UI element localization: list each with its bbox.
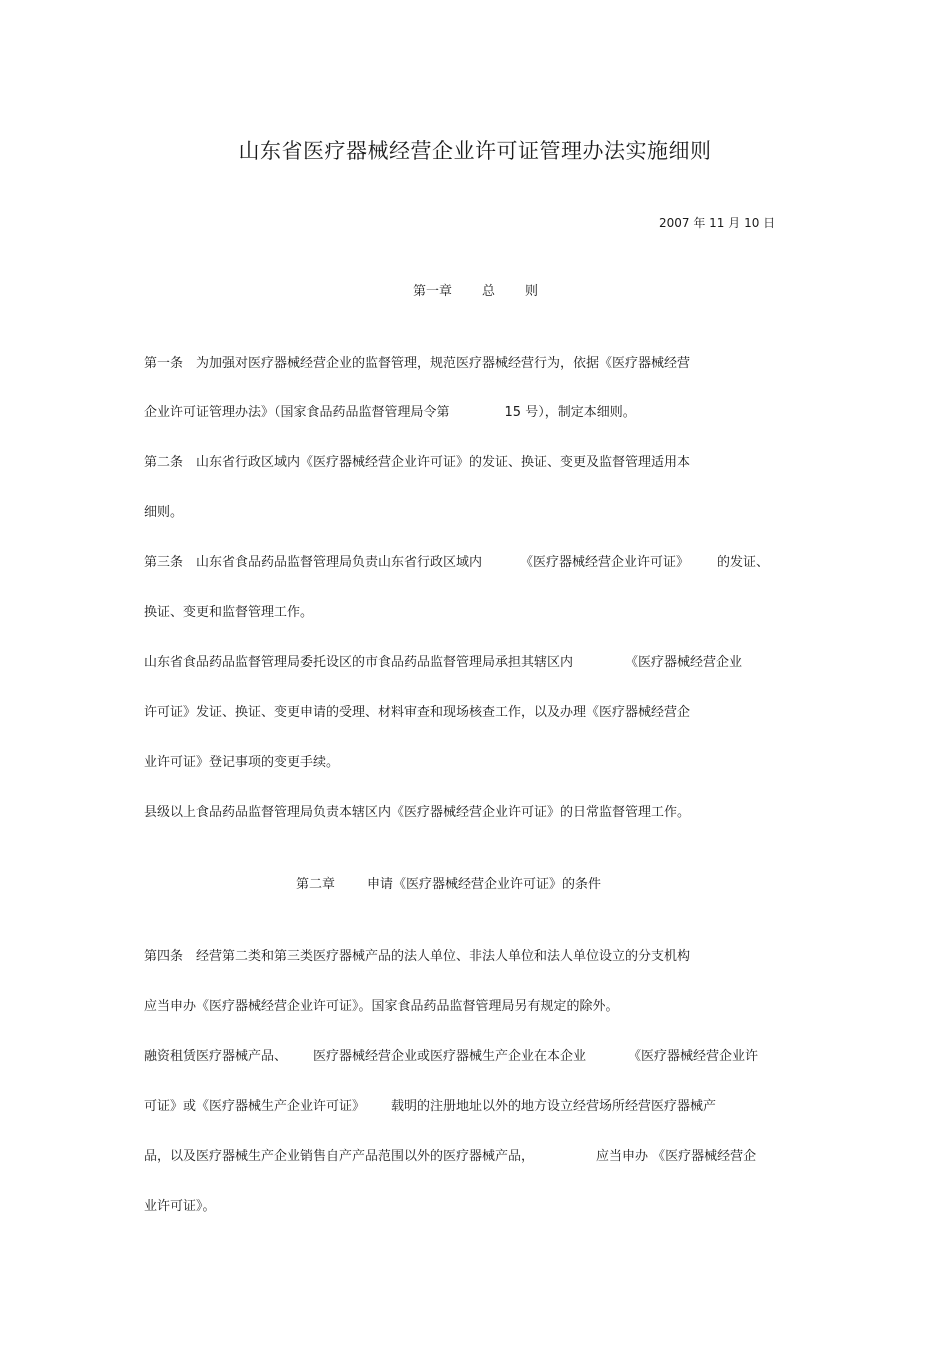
article-3-paragraph-2-line-1 xyxy=(144,653,742,673)
article-1-line-2 xyxy=(144,403,636,423)
article-4-paragraph-2-line-2 xyxy=(144,1097,716,1117)
article-4-paragraph-2-line-1-part-b: 医疗器械经营企业或医疗器械生产企业在本企业 xyxy=(313,1049,587,1064)
article-4-line-1: 第四条 经营第二类和第三类医疗器械产品的法人单位、非法人单位和法人单位设立的分支机构 xyxy=(144,949,691,964)
chapter-2-heading xyxy=(296,875,601,895)
chapter-1-name-part-b: 则 xyxy=(525,284,539,299)
article-4-paragraph-2-line-4: 业许可证》。 xyxy=(144,1199,216,1214)
article-4-paragraph-2-line-1-part-c: 《医疗器械经营企业许 xyxy=(628,1049,759,1064)
article-3-line-1-part-b: 《医疗器械经营企业许可证》 xyxy=(520,555,690,570)
article-1-line-2-part-a: 企业许可证管理办法》（国家食品药品监督管理局令第 xyxy=(144,405,450,420)
article-4-paragraph-2-line-2-part-b: 载明的注册地址以外的地方设立经营场所经营医疗器械产 xyxy=(391,1099,717,1114)
article-4-paragraph-2-line-1-part-a: 融资租赁医疗器械产品、 xyxy=(144,1049,288,1064)
chapter-2-number: 第二章 xyxy=(296,877,336,892)
article-3-line-1-part-c: 的发证、 xyxy=(717,555,770,570)
article-4-paragraph-2-line-3-part-a: 品，以及医疗器械生产企业销售自产产品范围以外的医疗器械产品， xyxy=(144,1149,535,1164)
chapter-1-heading xyxy=(413,282,538,302)
chapter-1-name-part-a: 总 xyxy=(482,284,496,299)
article-3-paragraph-2-line-3: 业许可证》登记事项的变更手续。 xyxy=(144,755,340,770)
article-4-paragraph-2-line-1 xyxy=(144,1047,758,1067)
article-2-line-2: 细则。 xyxy=(144,505,184,520)
article-1-line-2-part-b: 15 号），制定本细则。 xyxy=(504,405,636,420)
article-3-line-1-part-a: 第三条 山东省食品药品监督管理局负责山东省行政区域内 xyxy=(144,555,483,570)
article-1-line-1: 第一条 为加强对医疗器械经营企业的监督管理，规范医疗器械经营行为，依据《医疗器械经营 xyxy=(144,356,691,371)
document-date: 2007 年 11 月 10 日 xyxy=(659,216,776,230)
article-4-paragraph-2-line-3 xyxy=(144,1147,756,1167)
article-3-line-2: 换证、变更和监督管理工作。 xyxy=(144,605,314,620)
article-4-paragraph-2-line-3-part-b: 应当申办 《医疗器械经营企 xyxy=(596,1149,757,1164)
chapter-2-name: 申请《医疗器械经营企业许可证》的条件 xyxy=(367,877,602,892)
article-3-paragraph-2-line-1-part-a: 山东省食品药品监督管理局委托设区的市食品药品监督管理局承担其辖区内 xyxy=(144,655,574,670)
article-4-line-2: 应当申办《医疗器械经营企业许可证》。国家食品药品监督管理局另有规定的除外。 xyxy=(144,999,619,1014)
document-title: 山东省医疗器械经营企业许可证管理办法实施细则 xyxy=(238,139,712,163)
chapter-1-number: 第一章 xyxy=(413,284,453,299)
article-3-line-1 xyxy=(144,553,769,573)
article-3-paragraph-2-line-2: 许可证》发证、换证、变更申请的受理、材料审查和现场核查工作，以及办理《医疗器械经营企 xyxy=(144,705,691,720)
article-4-paragraph-2-line-2-part-a: 可证》或《医疗器械生产企业许可证》 xyxy=(144,1099,366,1114)
article-3-paragraph-2-line-1-part-b: 《医疗器械经营企业 xyxy=(625,655,743,670)
article-3-paragraph-3: 县级以上食品药品监督管理局负责本辖区内《医疗器械经营企业许可证》的日常监督管理工作。 xyxy=(144,805,691,820)
article-2-line-1: 第二条 山东省行政区域内《医疗器械经营企业许可证》的发证、换证、变更及监督管理适用本 xyxy=(144,455,691,470)
